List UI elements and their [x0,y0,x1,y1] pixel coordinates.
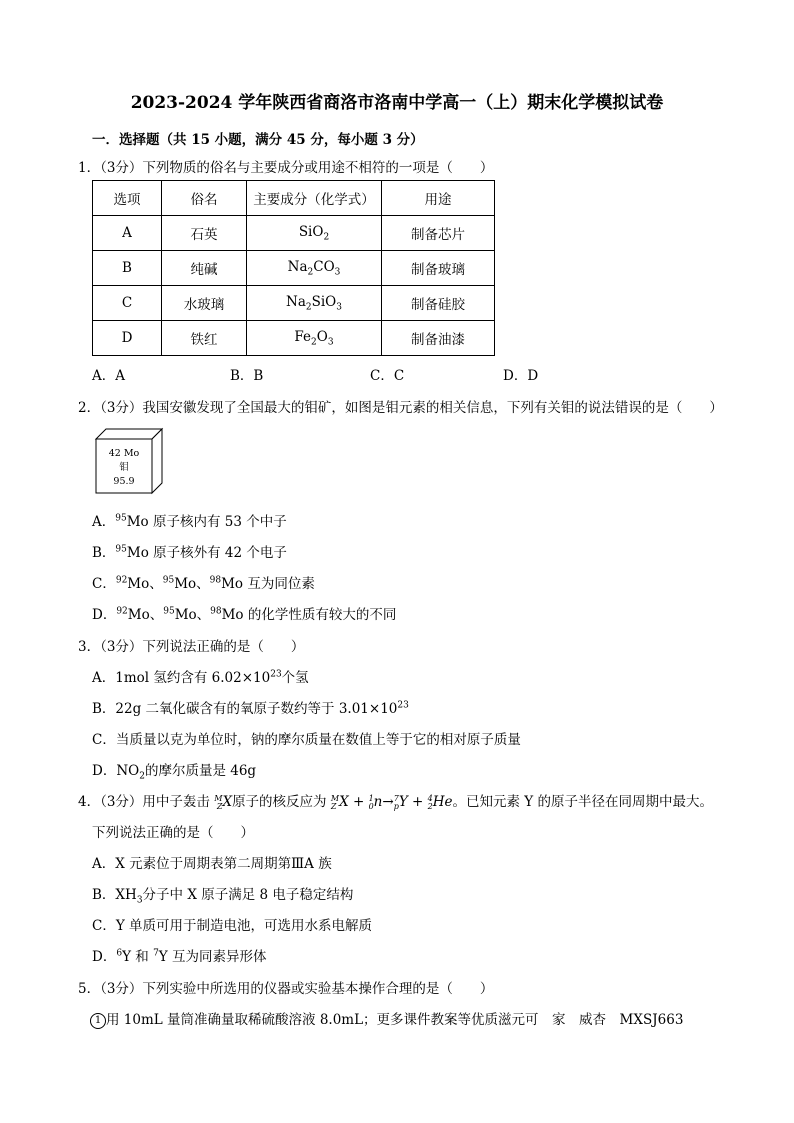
table-row [93,321,495,356]
choice-a: A．$^{95}$Mo 原子核内有 53 个中子 [92,513,287,530]
choice-a: A．1mol 氢约含有 $6.02\times 10^{23}$个氢 [92,669,309,686]
question-1-stem: 1．（3分）下列物质的俗名与主要成分或用途不相符的一项是（ ） [78,160,494,176]
question-4-stem-line-2: 下列说法正确的是（ ） [92,825,254,841]
table-cell-use: 制备玻璃 [382,251,495,286]
table-header: 俗名 [162,181,247,216]
table-cell-option: B [93,251,162,286]
table-cell-use: 制备油漆 [382,321,495,356]
question-5-item-1: 1 用 10mL 量筒准确量取稀硫酸溶液 8.0mL；更多课件教案等优质滋元可 家 威杏 MXSJ663 [90,1008,683,1029]
table-cell-name: 水玻璃 [162,286,247,321]
choice-d: D．$^6$Y 和 $^7$Y 互为同素异形体 [92,948,267,965]
page-title: 2023-2024 学年陕西省商洛市洛南中学高一（上）期末化学模拟试卷 [130,93,664,113]
table-cell-option: C [93,286,162,321]
table-cell-formula: $Fe_2O_3$ [247,321,382,356]
choice-d: D．$NO_2$的摩尔质量是 46g [92,763,257,782]
table-cell-use: 制备芯片 [382,216,495,251]
choice-a: A．X 元素位于周期表第二周期第ⅢA 族 [92,856,332,872]
choice-c: C．当质量以克为单位时，钠的摩尔质量在数值上等于它的相对原子质量 [92,732,521,748]
circled-number: 1 [90,1013,106,1029]
choice-b: B．$XH_3$分子中 X 原子满足 8 电子稳定结构 [92,887,354,906]
choice-d: D．$^{92}$Mo、$^{95}$Mo、$^{98}$Mo 的化学性质有较大的不同 [92,606,397,623]
nuclide-x: M Z X [214,793,233,811]
choice-c: C．$^{92}$Mo、$^{95}$Mo、$^{98}$Mo 互为同位素 [92,575,315,592]
question-3-stem: 3．（3分）下列说法正确的是（ ） [78,639,305,655]
choice-c: C．Y 单质可用于制造电池，可选用水系电解质 [92,918,373,934]
molybdenum-element-cube [92,425,164,495]
choice-c: C．C [370,368,405,384]
cube-line-2: 钼 [119,462,129,473]
table-cell-name: 铁红 [162,321,247,356]
table-header: 选项 [93,181,162,216]
choice-b: B．B [230,368,264,384]
table-row [93,216,495,251]
table-cell-formula: $Na_2SiO_3$ [247,286,382,321]
question-2-stem: 2．（3分）我国安徽发现了全国最大的钼矿，如图是钼元素的相关信息，下列有关钼的说法错误的是（ ） [78,400,723,416]
table-row [93,286,495,321]
choice-b: B．$^{95}$Mo 原子核外有 42 个电子 [92,544,287,561]
table-cell-formula: SiO$_2$ [247,216,382,251]
question-1-table [92,180,495,356]
table-row [93,251,495,286]
cube-line-3: 95.9 [113,476,135,487]
table-cell-formula: $Na_2CO_3$ [247,251,382,286]
section-heading: 一．选择题（共 15 小题，满分 45 分，每小题 3 分） [92,132,424,148]
nuclear-equation: M Z X + 1 0 n→ 7 p Y + 4 2 He [330,793,453,811]
table-cell-name: 石英 [162,216,247,251]
table-header-row [93,181,495,216]
table-cell-option: D [93,321,162,356]
question-5-stem: 5．（3分）下列实验中所选用的仪器或实验基本操作合理的是（ ） [78,981,494,997]
choice-b: B．22g 二氧化碳含有的氧原子数约等于 $3.01\times 10^{23}$ [92,700,409,717]
cube-line-1: 42 Mo [108,448,140,459]
choice-d: D．D [503,368,539,384]
table-cell-name: 纯碱 [162,251,247,286]
table-header: 主要成分（化学式） [247,181,382,216]
table-header: 用途 [382,181,495,216]
choice-a: A．A [92,368,125,384]
table-cell-use: 制备硅胶 [382,286,495,321]
question-4-stem: 4．（3分）用中子轰击 M Z X原子的核反应为 M Z X + 1 0 n→ 7 p Y + 4 2 He。已知元素 Y 的原子半径在同周期中最大。 [78,793,713,811]
table-cell-option: A [93,216,162,251]
